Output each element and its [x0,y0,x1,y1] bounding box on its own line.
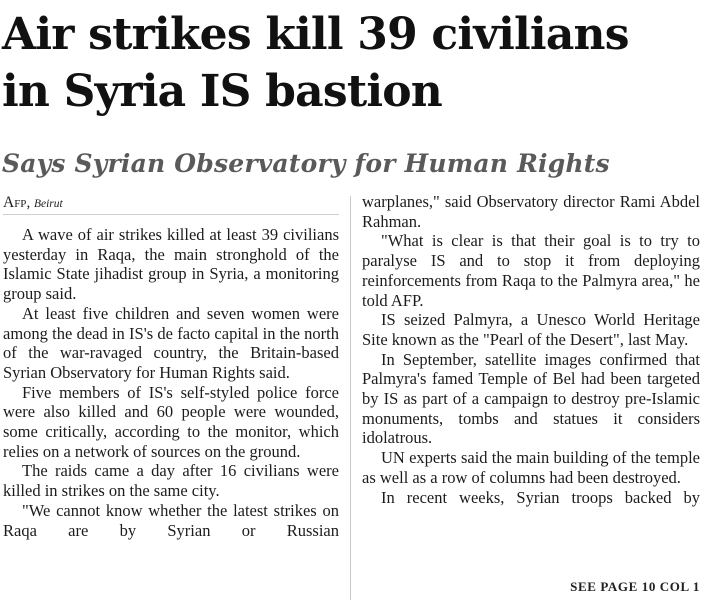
byline-separator: , [26,195,34,211]
subheadline: Says Syrian Observatory for Human Rights [2,149,610,178]
paragraph: At least five children and seven women were among the dead in IS's de facto capital in the north of the war-ravaged country, the Britain-based Syrian Observatory for Human Rights said. [3,303,339,382]
paragraph: A wave of air strikes killed at least 39 civilians yesterday in Raqa, the main stronghold of the Islamic State jihadist group in Syria, a monitoring group said. [3,225,339,304]
headline [2,6,714,120]
paragraph: In recent weeks, Syrian troops backed by [381,487,700,507]
paragraph: In September, satellite images confirmed that Palmyra's famed Temple of Bel had been targeted by IS as part of a campaign to destroy pre-Islamic monuments, tombs and statues it considers idolatrous. [362,349,700,448]
byline [3,192,339,215]
paragraph: IS seized Palmyra, a Unesco World Heritage Site known as the "Pearl of the Desert", last May. [362,310,700,349]
paragraph: Five members of IS's self-styled police force were also killed and 60 people were wounded, some critically, according to the monitor, which relies on a network of sources on the ground. [3,382,339,461]
paragraph: "What is clear is that their goal is to try to paralyse IS and to stop it from deploying reinforcements from Raqa to the Palmyra area," he told AFP. [362,231,700,310]
column-divider [350,196,351,600]
continuation-note: SEE PAGE 10 COL 1 [570,579,700,594]
paragraph: "We cannot know whether the latest strikes on Raqa are by Syrian or Russian [3,500,339,540]
paragraph: The raids came a day after 16 civilians were killed in strikes on the same city. [3,461,339,501]
paragraph: warplanes," said Observatory director Rami Abdel Rahman. [362,192,700,231]
article-column-left [3,192,339,540]
byline-source: Afp [3,194,27,211]
article-column-right [362,192,700,507]
headline-line-1: Air strikes kill 39 civilians [2,9,629,60]
byline-location: Beirut [33,198,63,210]
paragraph: UN experts said the main building of the temple as well as a row of columns had been destroyed. [362,448,700,487]
headline-line-2: in Syria IS bastion [2,66,442,117]
